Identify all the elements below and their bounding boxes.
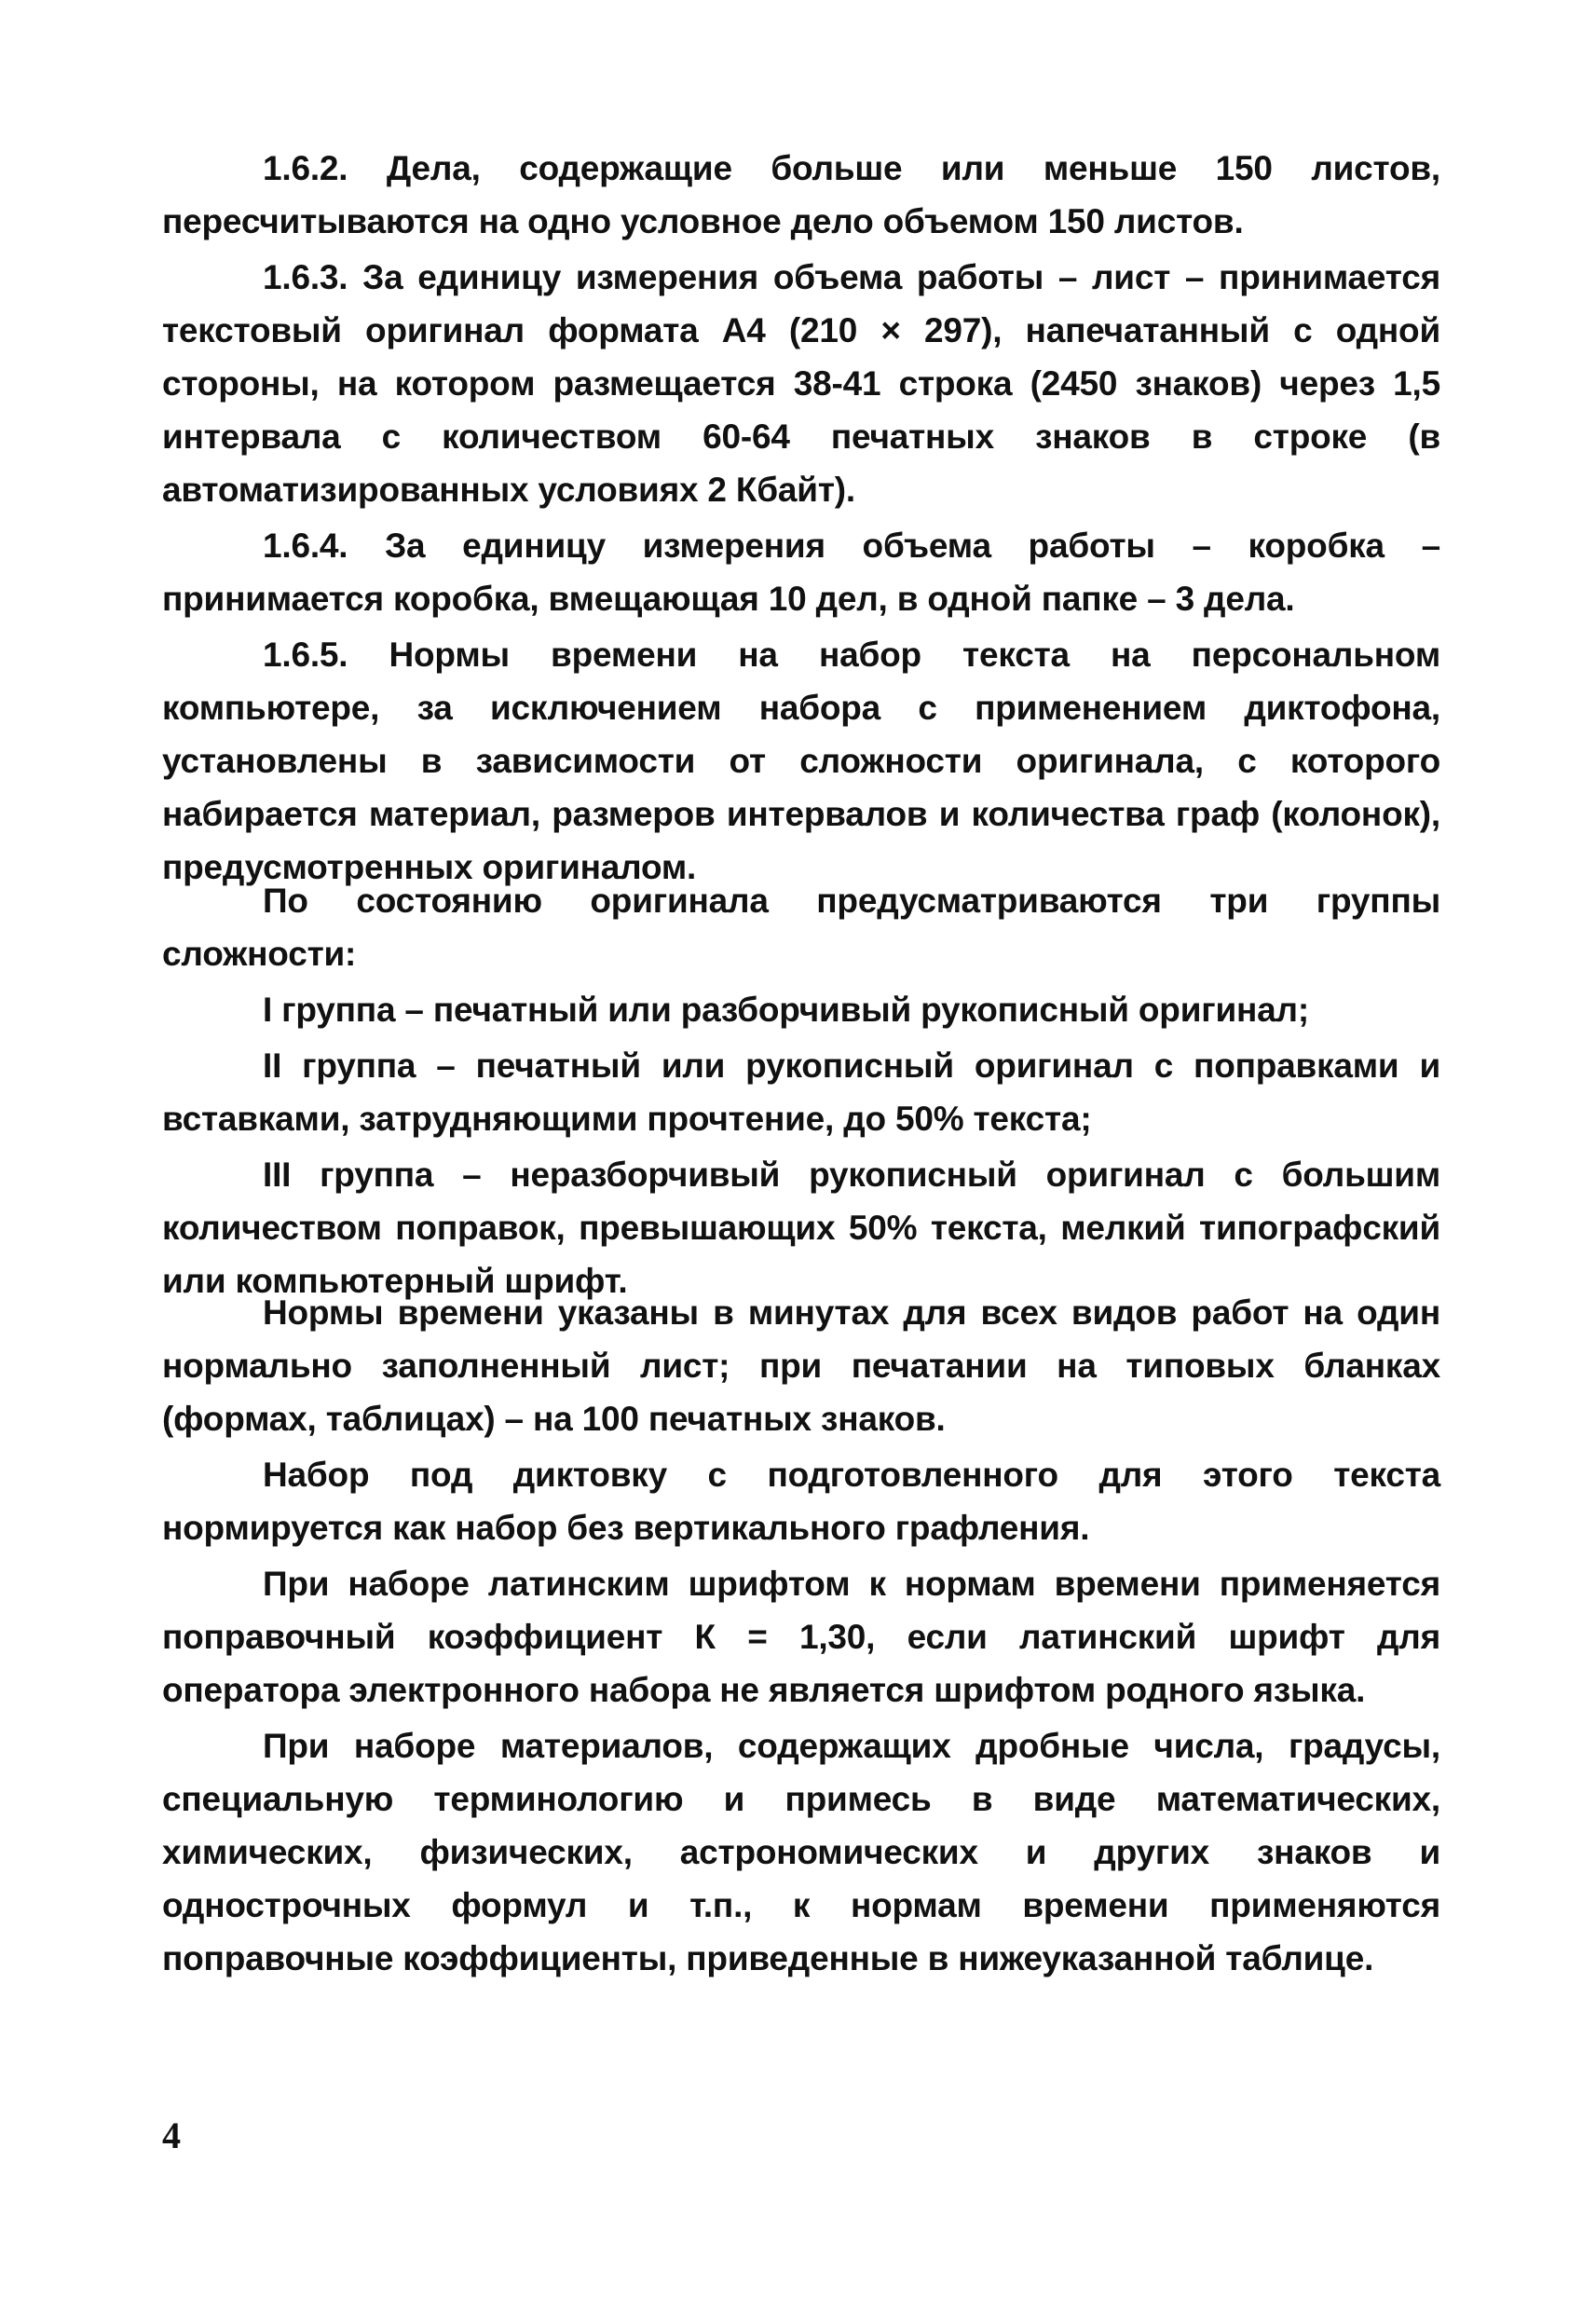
paragraph-1-6-5: 1.6.5. Нормы времени на набор текста на персональном компьютере, за исключением набора с применением диктофона, установлены в зависимости от сложности оригинала, с которого набирается материал, размеров интервалов и количества граф (колонок), предусмотренных оригиналом. [162, 636, 1440, 886]
special-materials-paragraph: При наборе материалов, содержащих дробные числа, градусы, специальную терминологию и примесь в виде математических, химических, физических, астрономических и других знаков и однострочных формул и т.п., к нормам времени применяются поправочные коэффициенты, приведенные в нижеуказанной таблице. [162, 1727, 1440, 1977]
section-norms-definitions [162, 142, 1440, 894]
dictation-paragraph: Набор под диктовку с подготовленного для этого текста нормируется как набор без вертикального графления. [162, 1456, 1440, 1547]
complexity-group-1: I группа – печатный или разборчивый рукописный оригинал; [263, 991, 1309, 1029]
latin-font-paragraph: При наборе латинским шрифтом к нормам времени применяется поправочный коэффициент К = 1,30, если латинский шрифт для оператора электронного набора не является шрифтом родного языка. [162, 1565, 1440, 1709]
section-complexity-groups [162, 874, 1440, 1307]
time-norms-paragraph: Нормы времени указаны в минутах для всех видов работ на один нормально заполненный лист; при печатании на типовых бланках (формах, таблицах) – на 100 печатных знаков. [162, 1293, 1440, 1438]
paragraph-1-6-2: 1.6.2. Дела, содержащие больше или меньше 150 листов, пересчитываются на одно условное дело объемом 150 листов. [162, 149, 1440, 240]
paragraph-1-6-4: 1.6.4. За единицу измерения объема работы – коробка – принимается коробка, вмещающая 10 дел, в одной папке – 3 дела. [162, 527, 1440, 618]
page-number: 4 [162, 2114, 181, 2156]
paragraph-1-6-3: 1.6.3. За единицу измерения объема работы – лист – принимается текстовый оригинал формата А4 (210 × 297), напечатанный с одной стороны, на котором размещается 38-41 строка (2450 знаков) через 1,5 интервала с количеством 60-64 печатных знаков в строке (в автоматизированных условиях 2 Кбайт). [162, 258, 1440, 509]
complexity-group-3: III группа – неразборчивый рукописный оригинал с большим количеством поправок, превышающих 50% текста, мелкий типографский или компьютерный шрифт. [162, 1156, 1440, 1300]
complexity-intro: По состоянию оригинала предусматриваются три группы сложности: [162, 882, 1440, 973]
section-time-norms [162, 1286, 1440, 1985]
complexity-group-2: II группа – печатный или рукописный оригинал с поправками и вставками, затрудняющими прочтение, до 50% текста; [162, 1047, 1440, 1138]
